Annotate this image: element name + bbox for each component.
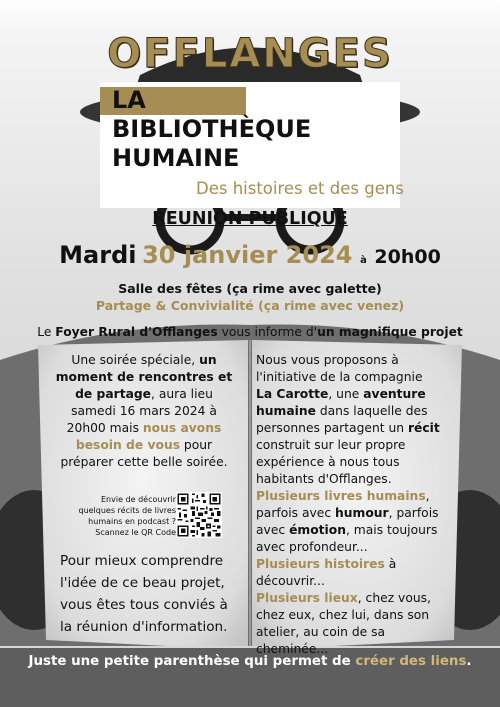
intro-project: un magnifique projet [317, 325, 463, 339]
subtitle: Des histoires et des gens [196, 179, 404, 198]
right-p1-g: construit sur leur propre expérience à nous tous habitants d'Offlanges. [256, 438, 406, 486]
intro-pre: Le [37, 325, 56, 339]
footer-highlight: créer des liens [355, 654, 467, 669]
left-p1-d: nous avons besoin de vous [75, 421, 222, 452]
left-p1-a: Une soirée spéciale, [71, 353, 200, 367]
town-name: OFFLANGES [107, 31, 393, 77]
left-paragraph-1 [54, 352, 234, 471]
right-p2-g: Plusieurs histoires [256, 557, 385, 571]
right-p1-c: , une [328, 387, 364, 401]
meeting-date-line [0, 238, 500, 278]
title-line-1: LA [112, 86, 146, 114]
right-p2-d: , parfois avec [256, 506, 439, 537]
right-p2-f: , mais toujours avec profondeur... [256, 523, 438, 554]
left-paragraph-2: Pour mieux comprendre l'idée de ce beau projet, vous êtes tous conviés à la réunion d'information. [60, 553, 228, 635]
title-line-3: HUMAINE [112, 144, 240, 172]
left-p1-b: un moment de rencontres et de partage [55, 353, 233, 401]
left-p1-e: pour préparer cette belle soirée. [60, 438, 228, 469]
title-line-2: BIBLIOTHÈQUE [112, 115, 312, 143]
footer-line [0, 652, 500, 672]
right-p1-a: Nous vous proposons à l'initiative de la compagnie [256, 353, 423, 384]
venue-place: Salle des fêtes (ça rime avec galette) [118, 281, 382, 296]
qr-caption: Envie de découvrir quelques récits de livres humains en podcast ? Scannez le QR Code [78, 495, 176, 537]
right-p2-j: , chez vous, chez eux, chez lui, dans son atelier, au coin de sa cheminée... [256, 591, 431, 656]
meeting-label: REUNION PUBLIQUE [152, 209, 348, 229]
right-p1-e: dans laquelle des personnes partagent un [256, 404, 428, 435]
right-p2-b: , parfois avec [256, 489, 430, 520]
right-p1-d: aventure humaine [256, 387, 426, 418]
right-p1-f: récit [407, 421, 440, 435]
right-p2-c: humour [335, 506, 389, 520]
right-p2-i: Plusieurs lieux [256, 591, 358, 605]
footer-pre: Juste une petite parenthèse qui permet de [28, 654, 356, 669]
right-p2-e: émotion [289, 523, 346, 537]
intro-mid: vous informe d' [217, 325, 318, 339]
right-paragraph-1 [256, 352, 442, 488]
right-p2-a: Plusieurs livres humains [256, 489, 426, 503]
meeting-time: 20h00 [374, 246, 441, 268]
meeting-at: à [360, 255, 367, 266]
right-p2-h: à découvrir... [256, 557, 397, 588]
qr-code-icon[interactable] [176, 492, 222, 538]
meeting-day: Mardi [59, 241, 137, 269]
intro-line [0, 324, 500, 340]
footer-post: . [466, 654, 472, 669]
meeting-date: 30 janvier 2024 [142, 241, 353, 269]
left-p1-c: , aura lieu samedi 16 mars 2024 à 20h00 mais [66, 387, 217, 435]
venue-motto: Partage & Convivialité (ça rime avec venez) [95, 298, 405, 313]
intro-org: Foyer Rural d'Offlanges [55, 325, 218, 339]
right-p1-b: La Carotte [256, 387, 329, 401]
right-paragraph-2 [256, 488, 442, 658]
